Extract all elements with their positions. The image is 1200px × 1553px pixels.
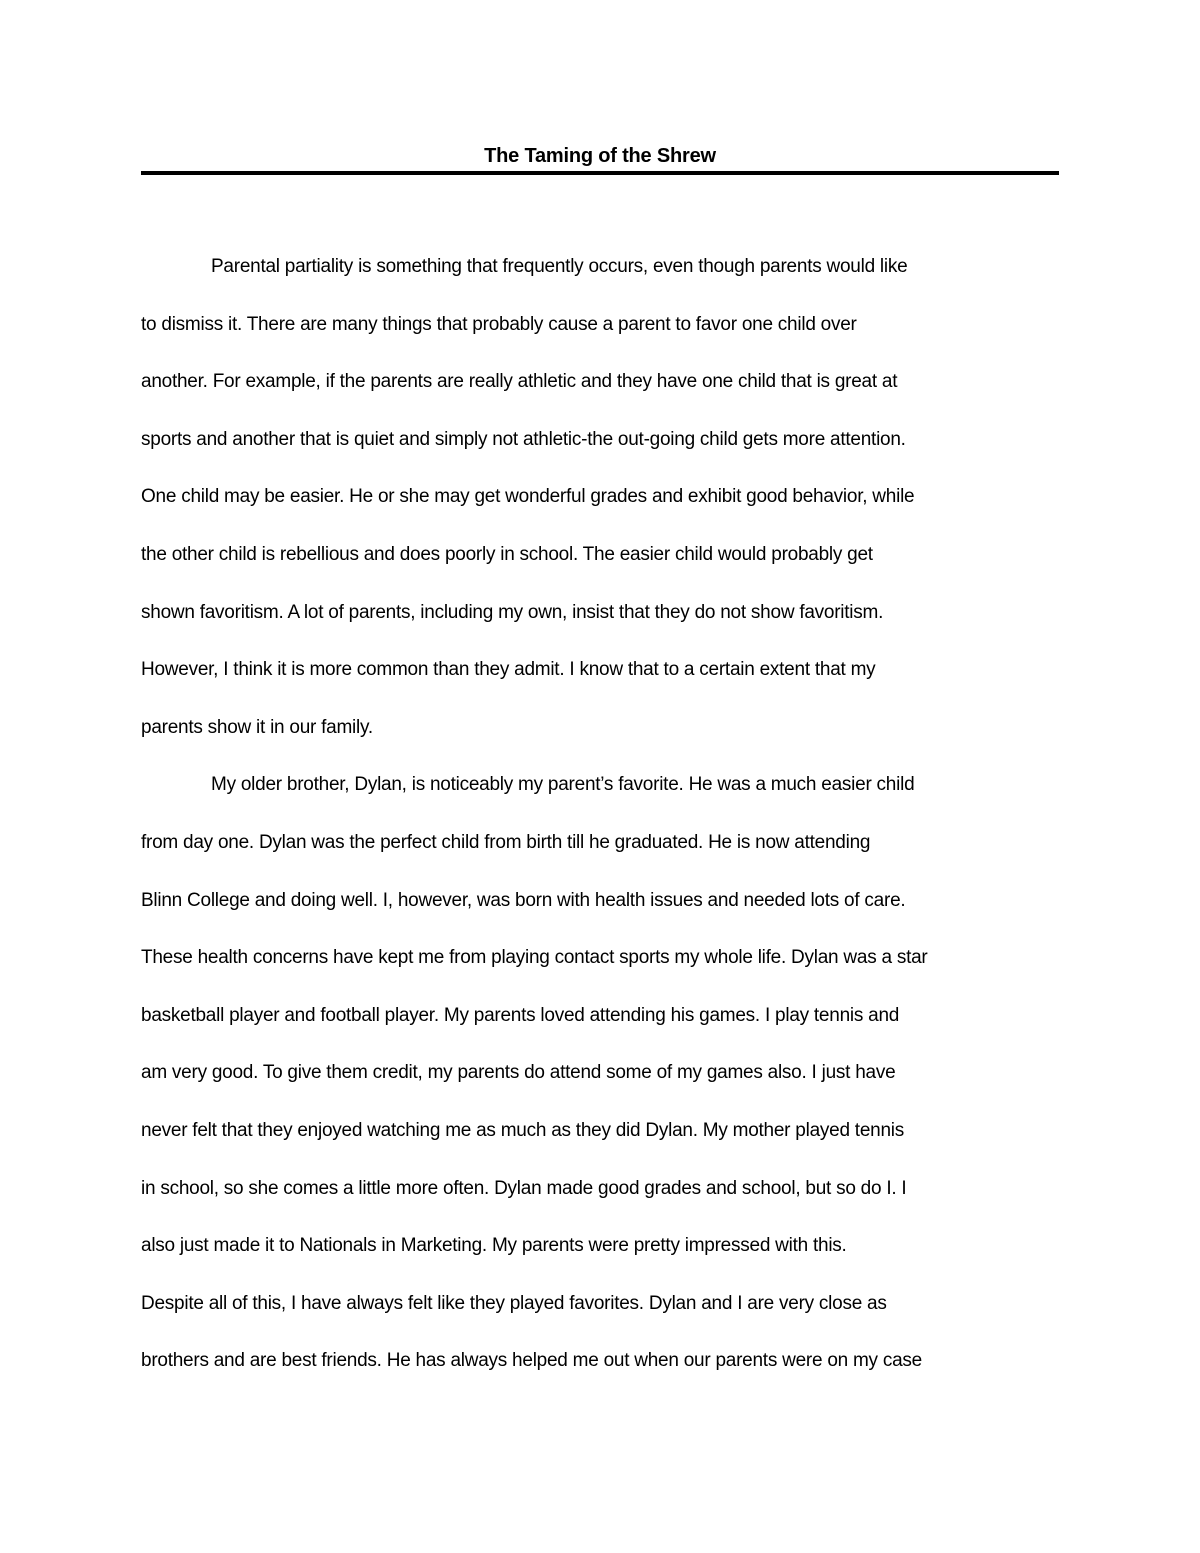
paragraph-1-line-6: the other child is rebellious and does poorly in school. The easier child would probably get bbox=[141, 543, 873, 565]
paragraph-2-line-4: These health concerns have kept me from playing contact sports my whole life. Dylan was a star bbox=[141, 947, 928, 969]
paragraph-1-line-4: sports and another that is quiet and simply not athletic-the out-going child gets more attention. bbox=[141, 428, 906, 450]
paragraph-1-line-2: to dismiss it. There are many things that probably cause a parent to favor one child over bbox=[141, 313, 857, 335]
paragraph-2-line-8: in school, so she comes a little more often. Dylan made good grades and school, but so do I. I bbox=[141, 1177, 907, 1199]
paragraph-2-line-1: My older brother, Dylan, is noticeably my parent’s favorite. He was a much easier child bbox=[211, 774, 915, 796]
paragraph-2-line-7: never felt that they enjoyed watching me as much as they did Dylan. My mother played tennis bbox=[141, 1119, 904, 1141]
paragraph-2-line-10: Despite all of this, I have always felt like they played favorites. Dylan and I are very close as bbox=[141, 1292, 887, 1314]
paragraph-1-line-5: One child may be easier. He or she may get wonderful grades and exhibit good behavior, while bbox=[141, 486, 915, 508]
title-underline-rule bbox=[141, 171, 1059, 175]
paragraph-1-line-7: shown favoritism. A lot of parents, including my own, insist that they do not show favoritism. bbox=[141, 601, 884, 623]
document-header bbox=[141, 141, 1059, 175]
paragraph-1-line-9: parents show it in our family. bbox=[141, 716, 373, 738]
paragraph-1-line-1: Parental partiality is something that frequently occurs, even though parents would like bbox=[211, 256, 908, 277]
document-title: The Taming of the Shrew bbox=[484, 145, 716, 167]
paragraph-2-line-2: from day one. Dylan was the perfect child from birth till he graduated. He is now attending bbox=[141, 831, 871, 853]
paragraph-2-line-6: am very good. To give them credit, my parents do attend some of my games also. I just have bbox=[141, 1062, 896, 1084]
paragraph-2-line-9: also just made it to Nationals in Marketing. My parents were pretty impressed with this. bbox=[141, 1235, 847, 1257]
paragraph-2-line-11: brothers and are best friends. He has always helped me out when our parents were on my case bbox=[141, 1350, 922, 1372]
document-body bbox=[141, 238, 1059, 1390]
paragraph-2-line-3: Blinn College and doing well. I, however, was born with health issues and needed lots of care. bbox=[141, 889, 906, 911]
paragraph-1-line-3: another. For example, if the parents are really athletic and they have one child that is great at bbox=[141, 371, 898, 393]
paragraph-1-line-8: However, I think it is more common than they admit. I know that to a certain extent that my bbox=[141, 659, 876, 681]
paragraph-2-line-5: basketball player and football player. My parents loved attending his games. I play tennis and bbox=[141, 1004, 900, 1026]
